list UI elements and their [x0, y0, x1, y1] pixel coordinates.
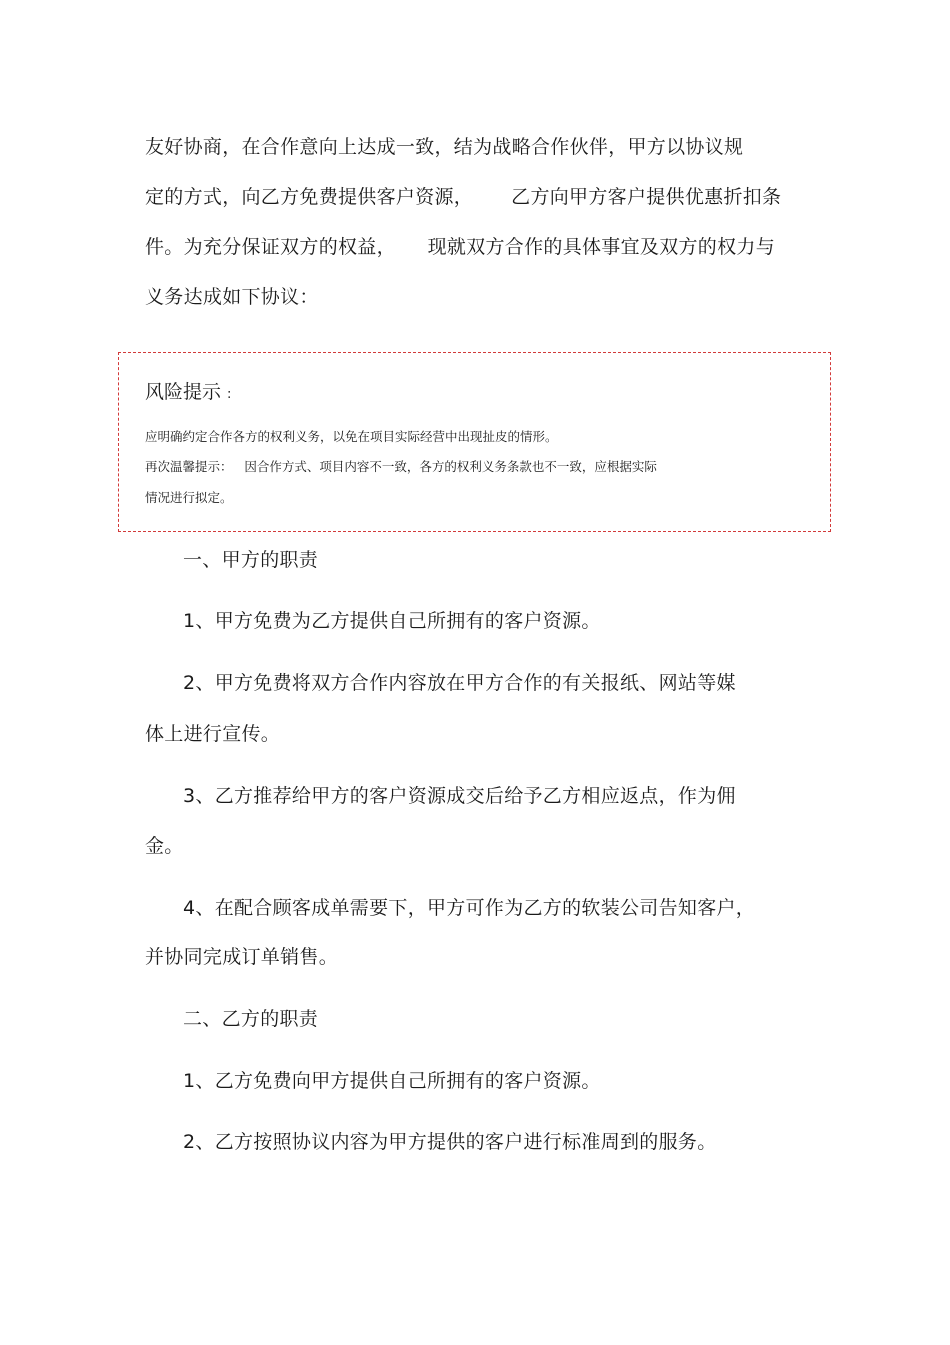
risk-notice-line-1: 应明确约定合作各方的权利义务，以免在项目实际经营中出现扯皮的情形。 — [145, 429, 558, 444]
intro-line-1: 友好协商，在合作意向上达成一致，结为战略合作伙伴，甲方以协议规 — [145, 136, 744, 158]
risk-notice-line-3: 情况进行拟定。 — [145, 490, 233, 505]
risk-notice-line-2: 再次温馨提示： 因合作方式、项目内容不一致，各方的权利义务条款也不一致，应根据实际 — [145, 459, 657, 474]
section-1-item-2: 2、甲方免费将双方合作内容放在甲方合作的有关报纸、网站等媒 — [183, 672, 736, 694]
section-1-heading: 一、甲方的职责 — [183, 549, 319, 571]
intro-line-4: 义务达成如下协议： — [145, 286, 319, 308]
risk-title-text: 风险提示 — [145, 381, 222, 403]
risk-notice-title — [145, 377, 231, 404]
section-1-item-1: 1、甲方免费为乙方提供自己所拥有的客户资源。 — [183, 610, 601, 632]
section-2-item-2: 2、乙方按照协议内容为甲方提供的客户进行标准周到的服务。 — [183, 1131, 717, 1153]
intro-line-2: 定的方式，向乙方免费提供客户资源， 乙方向甲方客户提供优惠折扣条 — [145, 186, 782, 208]
risk-title-colon: : — [227, 387, 232, 402]
section-1-item-2-continued: 体上进行宣传。 — [145, 723, 281, 745]
section-1-item-4-continued: 并协同完成订单销售。 — [145, 946, 339, 968]
intro-line-3: 件。为充分保证双方的权益， 现就双方合作的具体事宜及双方的权力与 — [145, 236, 775, 258]
section-1-item-3-continued: 金。 — [145, 835, 184, 857]
section-2-item-1: 1、乙方免费向甲方提供自己所拥有的客户资源。 — [183, 1070, 601, 1092]
intro-paragraph — [145, 122, 795, 322]
section-1-item-3: 3、乙方推荐给甲方的客户资源成交后给予乙方相应返点，作为佣 — [183, 785, 736, 807]
section-1-item-4: 4、在配合顾客成单需要下，甲方可作为乙方的软装公司告知客户， — [183, 897, 756, 919]
risk-notice-box — [118, 352, 831, 532]
section-2-heading: 二、乙方的职责 — [183, 1008, 319, 1030]
